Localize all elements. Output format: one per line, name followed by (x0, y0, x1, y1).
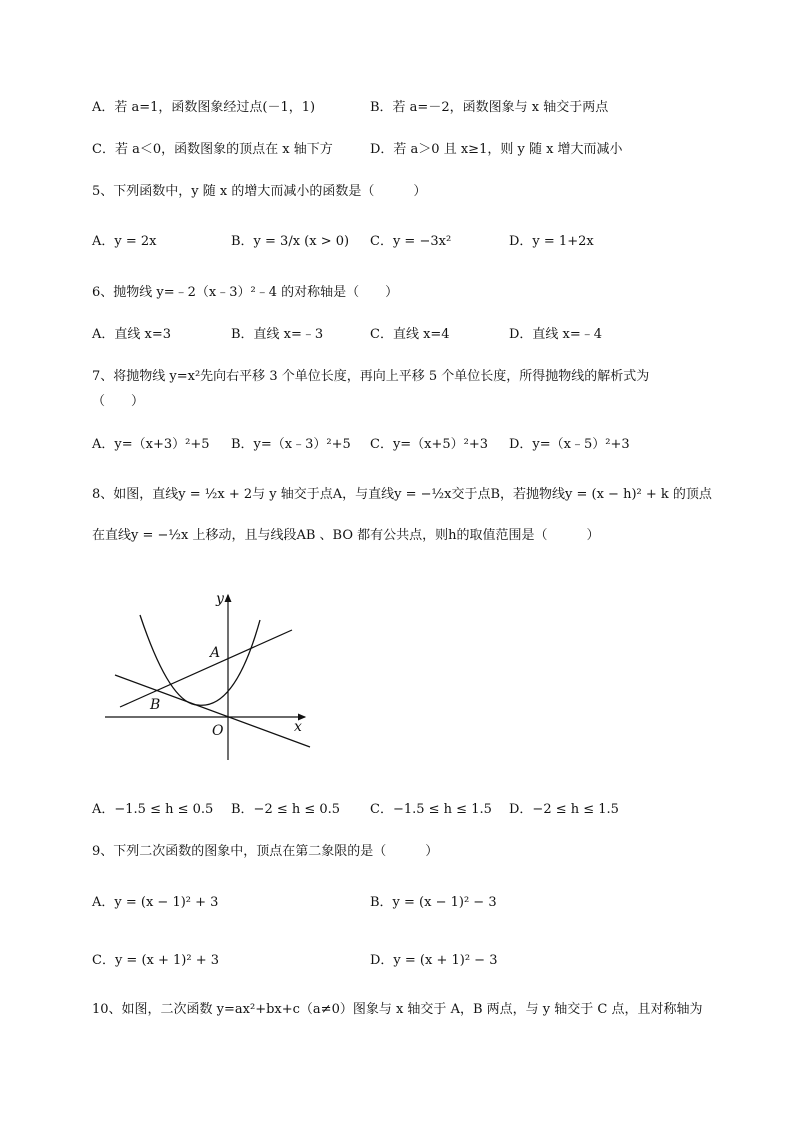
q4-option-a: A．若 a=1，函数图象经过点(－1，1) (92, 100, 316, 115)
parabola (140, 615, 260, 705)
q5-option-b: B．y = 3/x (x > 0) (231, 234, 350, 249)
q6-option-c: C．直线 x=4 (370, 327, 450, 342)
q8-stem-line2: 在直线y = −½x 上移动，且与线段AB 、BO 都有公共点，则h的取值范围是（ ） (92, 528, 600, 543)
q5-option-a: A．y = 2x (92, 234, 157, 249)
q9-option-c: C．y = (x + 1)² + 3 (92, 953, 219, 968)
label-x: x (294, 719, 302, 735)
q7-stem-line1: 7、将抛物线 y=x²先向右平移 3 个单位长度，再向上平移 5 个单位长度，所得抛物线的解析式为 (92, 369, 650, 384)
q8-option-b: B．−2 ≤ h ≤ 0.5 (231, 802, 341, 817)
q5-stem: 5、下列函数中，y 随 x 的增大而减小的函数是（ ） (92, 184, 427, 199)
q10-stem: 10、如图，二次函数 y=ax²+bx+c（a≠0）图象与 x 轴交于 A，B 两点，与 y 轴交于 C 点，且对称轴为 (92, 1002, 703, 1017)
q7-option-a: A．y=（x+3）²+5 (92, 437, 210, 452)
q5-option-d: D．y = 1+2x (509, 234, 594, 249)
label-y: y (216, 591, 224, 607)
q9-stem: 9、下列二次函数的图象中，顶点在第二象限的是（ ） (92, 844, 439, 859)
q7-stem-line2: （ ） (92, 394, 145, 409)
q8-option-c: C．−1.5 ≤ h ≤ 1.5 (370, 802, 492, 817)
q6-option-d: D．直线 x=﹣4 (509, 327, 603, 342)
q8-option-d: D．−2 ≤ h ≤ 1.5 (509, 802, 619, 817)
q5-option-c: C．y = −3x² (370, 234, 452, 249)
q7-option-b: B．y=（x﹣3）²+5 (231, 437, 351, 452)
label-b: B (150, 697, 161, 713)
q6-option-b: B．直线 x=﹣3 (231, 327, 324, 342)
q4-option-d: D．若 a＞0 且 x≥1，则 y 随 x 增大而减小 (370, 142, 623, 157)
q6-stem: 6、抛物线 y=﹣2（x﹣3）²﹣4 的对称轴是（ ） (92, 285, 399, 300)
q7-option-d: D．y=（x﹣5）²+3 (509, 437, 630, 452)
q8-stem-line1: 8、如图，直线y = ½x + 2与 y 轴交于点A，与直线y = −½x交于点B，若抛物线y = (x − h)² + k 的顶点 (92, 487, 712, 502)
q8-option-a: A．−1.5 ≤ h ≤ 0.5 (92, 802, 214, 817)
q7-option-c: C．y=（x+5）²+3 (370, 437, 489, 452)
q6-option-a: A．直线 x=3 (92, 327, 172, 342)
q8-graph (100, 585, 320, 765)
q9-option-d: D．y = (x + 1)² − 3 (370, 953, 498, 968)
line-ab (120, 630, 292, 707)
q8-figure (100, 585, 320, 765)
q9-option-a: A．y = (x − 1)² + 3 (92, 895, 219, 910)
q4-option-b: B．若 a=－2，函数图象与 x 轴交于两点 (370, 100, 609, 115)
label-o: O (212, 723, 224, 739)
label-a: A (210, 645, 221, 661)
q9-option-b: B．y = (x − 1)² − 3 (370, 895, 497, 910)
q4-option-c: C．若 a＜0，函数图象的顶点在 x 轴下方 (92, 142, 333, 157)
